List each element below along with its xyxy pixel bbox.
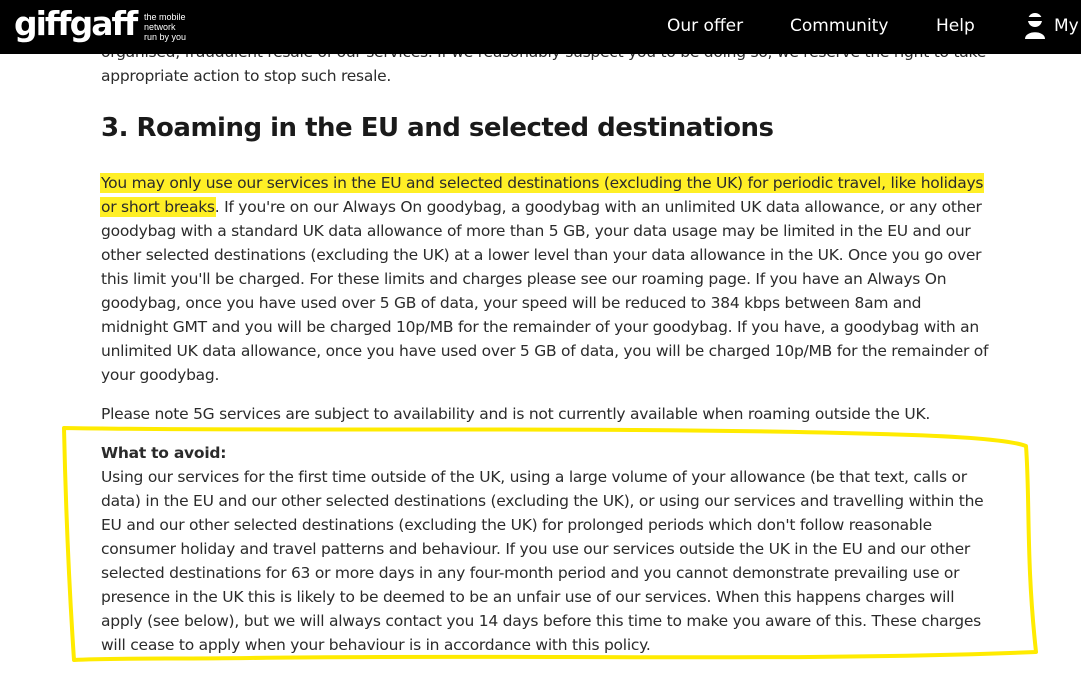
roaming-paragraph-line: other selected destinations (excluding the UK) at a lower level than your data allowance in the UK. Once you go over	[101, 246, 982, 264]
roaming-paragraph-line: goodybag, once you have used over 5 GB of data, your speed will be reduced to 384 kbps between 8am and	[101, 294, 922, 312]
user-avatar-icon	[1024, 12, 1046, 40]
5g-note-paragraph: Please note 5G services are subject to availability and is not currently available when roaming outside the UK.	[101, 405, 931, 423]
avoid-paragraph-line: selected destinations for 63 or more days in any four-month period and you cannot demonstrate prevailing use or	[101, 564, 960, 582]
tagline-line: the mobile	[144, 12, 186, 22]
what-to-avoid-title: What to avoid:	[101, 444, 227, 462]
avoid-paragraph-line: Using our services for the first time outside of the UK, using a large volume of your allowance (be that text, calls or	[101, 468, 967, 486]
giffgaff-logo[interactable]: giffgaff	[14, 4, 137, 43]
tagline-line: run by you	[144, 32, 187, 42]
roaming-paragraph-line: midnight GMT and you will be charged 10p/MB for the remainder of your goodybag. If you have, a goodybag with an	[101, 318, 979, 336]
avoid-paragraph-line: will cease to apply when your behaviour is in accordance with this policy.	[101, 636, 651, 654]
nav-link-our-offer[interactable]: Our offer	[667, 16, 744, 36]
nav-link-help[interactable]: Help	[936, 16, 975, 36]
roaming-paragraph-line: goodybag with a standard UK data allowance of more than 5 GB, your data usage may be limited in the EU and our	[101, 222, 971, 240]
avoid-paragraph-line: EU and our other selected destinations (excluding the UK) for prolonged periods which don't follow reasonable	[101, 516, 932, 534]
previous-paragraph-line: appropriate action to stop such resale.	[101, 67, 392, 85]
account-label: My	[1054, 16, 1079, 36]
highlighted-text: You may only use our services in the EU and selected destinations (excluding the UK) for periodic travel, like holidays	[101, 174, 984, 192]
avoid-paragraph-line: apply (see below), but we will always contact you 14 days before this time to make you aware of this. These charges	[101, 612, 981, 630]
highlighted-text: or short breaks	[101, 198, 215, 216]
tagline-line: network	[144, 22, 176, 32]
nav-link-community[interactable]: Community	[790, 16, 889, 36]
section-heading: 3. Roaming in the EU and selected destinations	[101, 113, 774, 143]
roaming-paragraph-line: unlimited UK data allowance, once you have used over 5 GB of data, you will be charged 10p/MB for the remainder of	[101, 342, 989, 360]
avoid-paragraph-line: data) in the EU and our other selected destinations (excluding the UK), or using our services and travelling within the	[101, 492, 984, 510]
roaming-paragraph-line: this limit you'll be charged. For these limits and charges please see our roaming page. If you have an Always On	[101, 270, 947, 288]
roaming-paragraph-line: your goodybag.	[101, 366, 220, 384]
logo-tagline	[144, 12, 204, 42]
top-navigation-bar	[0, 0, 1081, 54]
avoid-paragraph-line: presence in the UK this is likely to be deemed to be an unfair use of our services. When this happens charges will	[101, 588, 955, 606]
avoid-paragraph-line: consumer holiday and travel patterns and behaviour. If you use our services outside the UK in the EU and our other	[101, 540, 971, 558]
roaming-paragraph-line	[101, 171, 983, 195]
paragraph-text: . If you're on our Always On goodybag, a goodybag with an unlimited UK data allowance, or any other	[214, 198, 982, 216]
roaming-paragraph-line	[101, 195, 982, 219]
